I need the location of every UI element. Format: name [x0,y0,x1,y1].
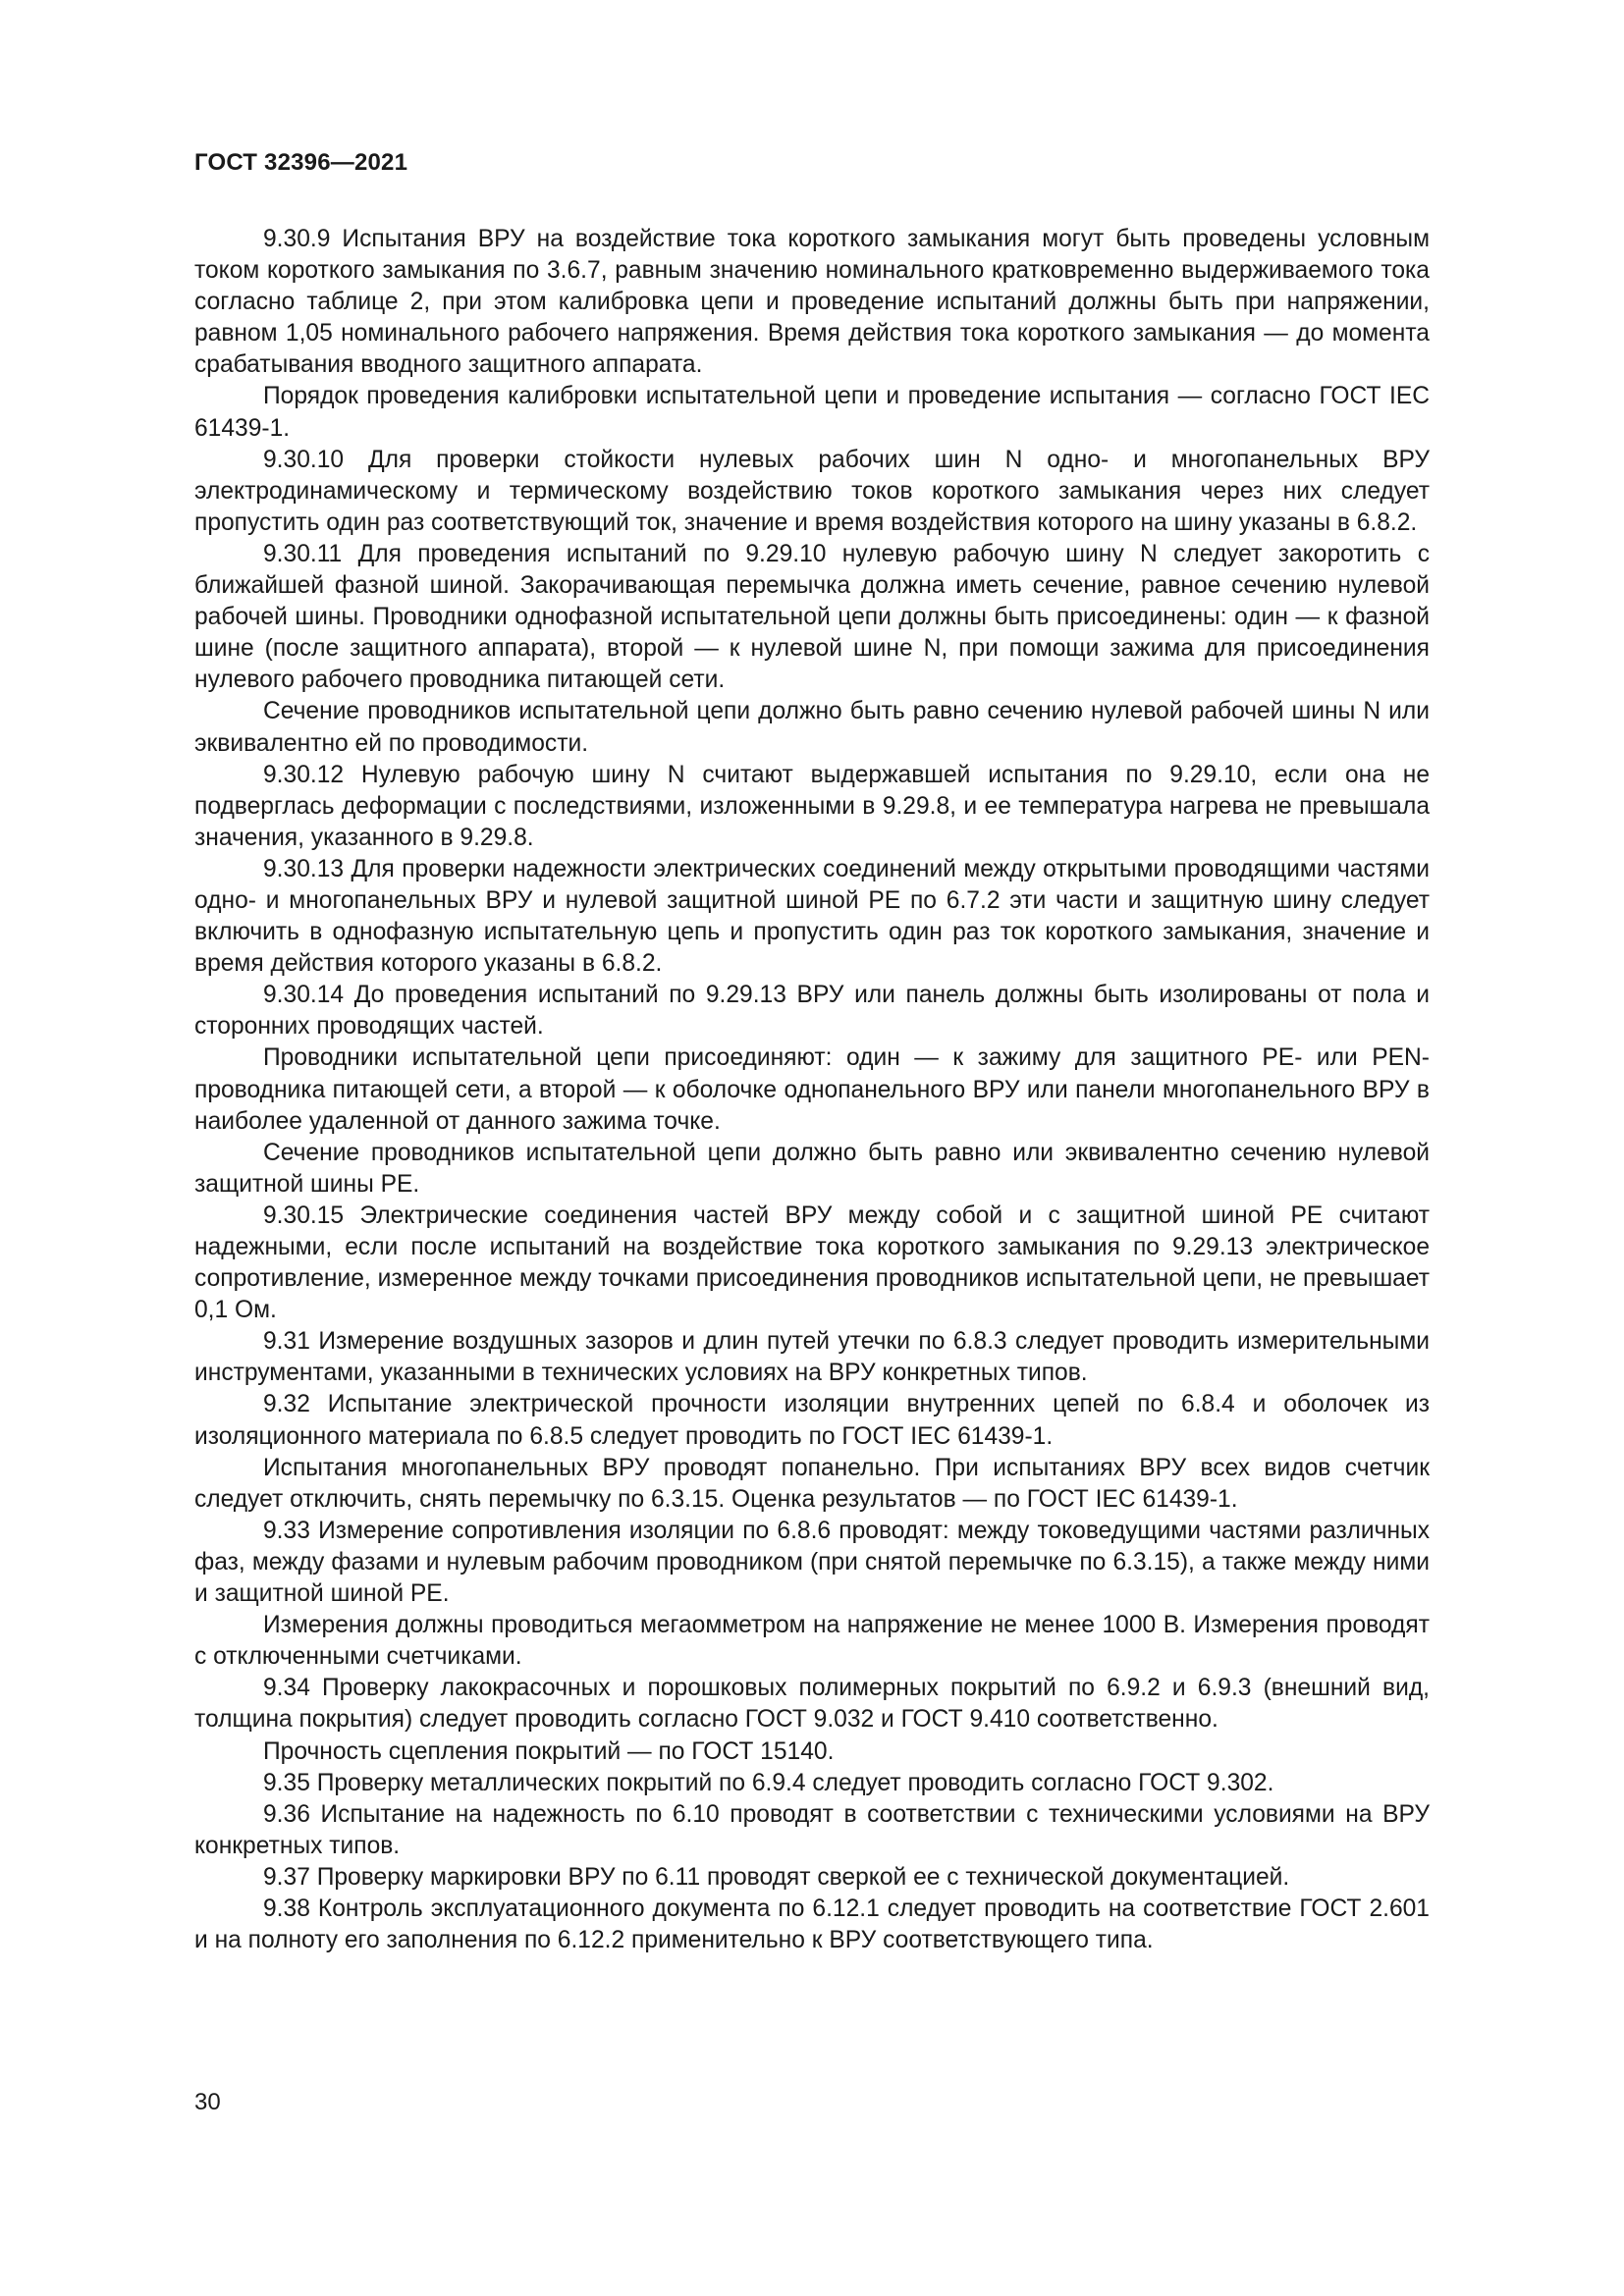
paragraph-9-36: 9.36 Испытание на надежность по 6.10 проводят в соответствии с техническими условиями на ВРУ конкретных типов. [194,1800,1430,1859]
document-body [194,224,1430,1956]
paragraph-conductor-section-n: Сечение проводников испытательной цепи должно быть равно сечению нулевой рабочей шины N или эквивалентно ей по проводимости. [194,698,1430,757]
paragraph-9-38: 9.38 Контроль эксплуатационного документа по 6.12.1 следует проводить на соответствие ГОСТ 2.601 и на полноту его заполнения по 6.12.2 применительно к ВРУ соответствующего типа. [194,1895,1430,1954]
paragraph-9-30-13: 9.30.13 Для проверки надежности электрических соединений между открытыми проводящими частями одно- и многопанельных ВРУ и нулевой защитной шиной PE по 6.7.2 эти части и защитную шину следует включить в однофазную испытательную цепь и пропустить один раз ток короткого замыкания, значение и время действия которого указаны в 6.8.2. [194,855,1430,978]
paragraph-9-30-10: 9.30.10 Для проверки стойкости нулевых рабочих шин N одно- и многопанельных ВРУ электродинамическому и термическому воздействию токов короткого замыкания через них следует пропустить один раз соответствующий ток, значение и время воздействия которого на шину указаны в 6.8.2. [194,446,1430,536]
paragraph-9-33: 9.33 Измерение сопротивления изоляции по 6.8.6 проводят: между токоведущими частями различных фаз, между фазами и нулевым рабочим проводником (при снятой перемычке по 6.3.15), а также между ними и защитной шиной PE. [194,1517,1430,1608]
paragraph-9-31: 9.31 Измерение воздушных зазоров и длин путей утечки по 6.8.3 следует проводить измерительными инструментами, указанными в технических условиях на ВРУ конкретных типов. [194,1328,1430,1387]
paragraph-conductor-connection: Проводники испытательной цепи присоединяют: один — к зажиму для защитного PE- или PEN-проводника питающей сети, а второй — к оболочке однопанельного ВРУ или панели многопанельного ВРУ в наиболее удаленной от данного зажима точке. [194,1044,1430,1135]
paragraph-9-30-9: 9.30.9 Испытания ВРУ на воздействие тока короткого замыкания могут быть проведены условным током короткого замыкания по 3.6.7, равным значению номинального кратковременно выдерживаемого тока согласно таблице 2, при этом калибровка цепи и проведение испытаний должны быть при напряжении, равном 1,05 номинального рабочего напряжения. Время действия тока короткого замыкания — до момента срабатывания вводного защитного аппарата. [194,226,1430,379]
paragraph-9-30-11: 9.30.11 Для проведения испытаний по 9.29.10 нулевую рабочую шину N следует закоротить с ближайшей фазной шиной. Закорачивающая перемычка должна иметь сечение, равное сечению нулевой рабочей шины. Проводники однофазной испытательной цепи должны быть присоединены: один — к фазной шине (после защитного аппарата), второй — к нулевой шине N, при помощи зажима для присоединения нулевого рабочего проводника питающей сети. [194,540,1430,694]
paragraph-9-30-12: 9.30.12 Нулевую рабочую шину N считают выдержавшей испытания по 9.29.10, если она не подверглась деформации с последствиями, изложенными в 9.29.8, и ее температура нагрева не превышала значения, указанного в 9.29.8. [194,761,1430,851]
page-number: 30 [194,2089,221,2115]
standard-code-header: ГОСТ 32396—2021 [194,149,408,176]
paragraph-9-30-15: 9.30.15 Электрические соединения частей ВРУ между собой и с защитной шиной PE считают надежными, если после испытаний на воздействие тока короткого замыкания по 9.29.13 электрическое сопротивление, измеренное между точками присоединения проводников испытательной цепи, не превышает 0,1 Ом. [194,1201,1430,1324]
paragraph-9-35: 9.35 Проверку металлических покрытий по 6.9.4 следует проводить согласно ГОСТ 9.302. [263,1769,1274,1796]
paragraph-9-34: 9.34 Проверку лакокрасочных и порошковых полимерных покрытий по 6.9.2 и 6.9.3 (внешний вид, толщина покрытия) следует проводить согласно ГОСТ 9.032 и ГОСТ 9.410 соответственно. [194,1675,1430,1734]
paragraph-9-37: 9.37 Проверку маркировки ВРУ по 6.11 проводят сверкой ее с технической документацией. [263,1863,1290,1891]
paragraph-adhesion: Прочность сцепления покрытий — по ГОСТ 15140. [263,1737,835,1765]
paragraph-9-30-14: 9.30.14 До проведения испытаний по 9.29.13 ВРУ или панель должны быть изолированы от пола и сторонних проводящих частей. [194,982,1430,1041]
paragraph-conductor-section-pe: Сечение проводников испытательной цепи должно быть равно или эквивалентно сечению нулевой защитной шины PE. [194,1139,1430,1198]
paragraph-multipanel-tests: Испытания многопанельных ВРУ проводят попанельно. При испытаниях ВРУ всех видов счетчик следует отключить, снять перемычку по 6.3.15. Оценка результатов — по ГОСТ IEC 61439-1. [194,1454,1430,1513]
paragraph-megohmmeter: Измерения должны проводиться мегаомметром на напряжение не менее 1000 В. Измерения проводят с отключенными счетчиками. [194,1612,1430,1671]
paragraph-calibration-order: Порядок проведения калибровки испытательной цепи и проведение испытания — согласно ГОСТ IEC 61439-1. [194,383,1430,442]
paragraph-9-32: 9.32 Испытание электрической прочности изоляции внутренних цепей по 6.8.4 и оболочек из изоляционного материала по 6.8.5 следует проводить по ГОСТ IEC 61439-1. [194,1391,1430,1450]
